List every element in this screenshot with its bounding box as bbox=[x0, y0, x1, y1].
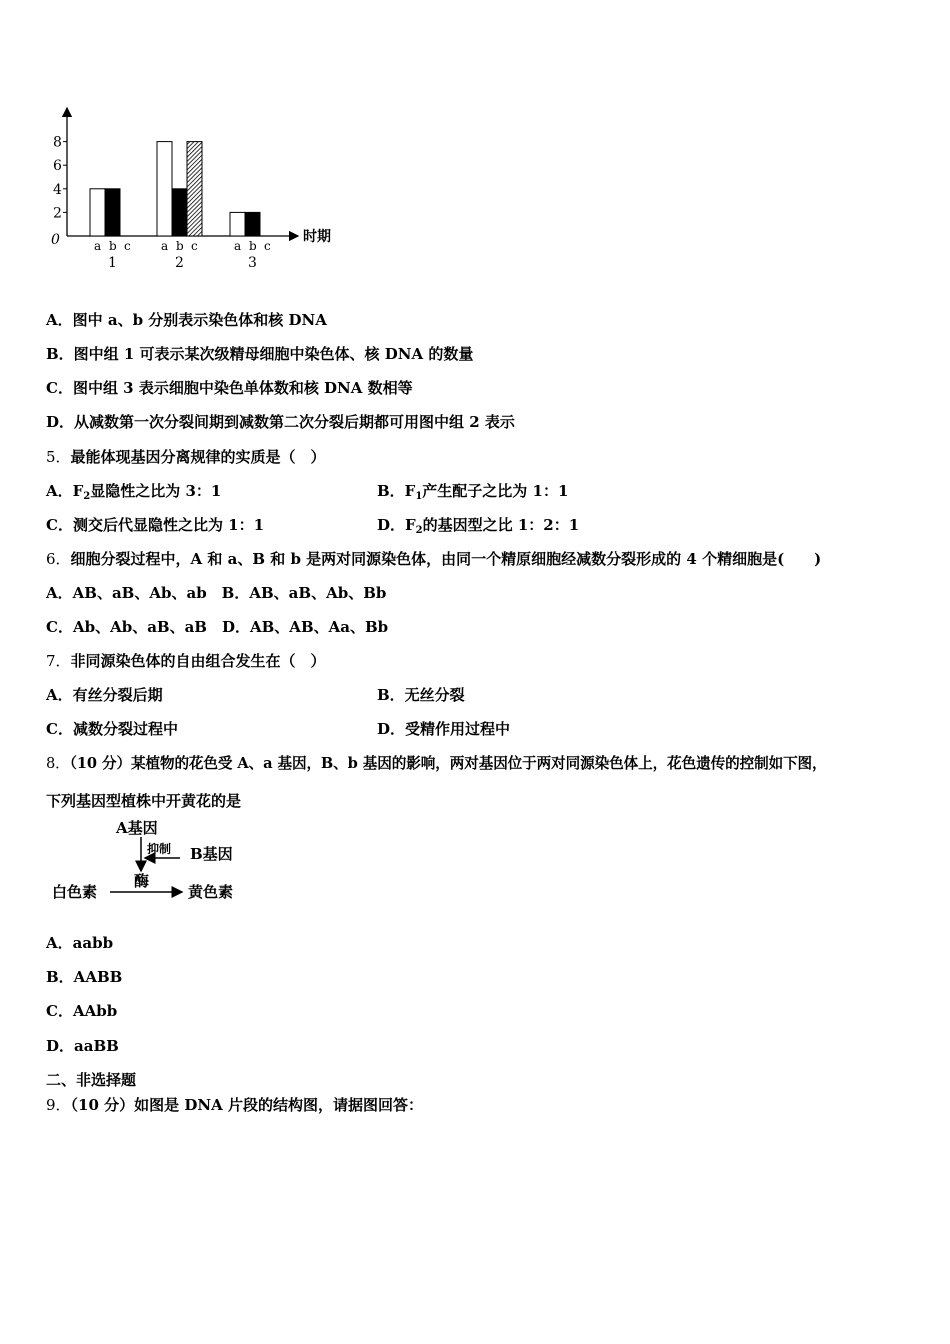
q8-stem-line2: 下列基因型植株中开黄花的是 bbox=[46, 792, 242, 810]
bar-group3-a bbox=[230, 212, 245, 236]
y-tick-label-2: 2 bbox=[53, 205, 62, 222]
gene-a-label: A基因 bbox=[116, 819, 158, 837]
bar-label-group3-a: a bbox=[234, 239, 242, 253]
q7-number: 7． bbox=[46, 652, 71, 670]
bar-label-group1-a: a bbox=[94, 239, 102, 253]
q7-option-b: B．无丝分裂 bbox=[377, 686, 465, 704]
bar-label-group1-c: c bbox=[124, 239, 131, 253]
bar-label-group3-b: b bbox=[249, 239, 257, 253]
bar-group1-a bbox=[90, 189, 105, 236]
q5-stem bbox=[46, 447, 326, 467]
q7-option-a: A．有丝分裂后期 bbox=[46, 686, 163, 704]
y-tick-label-4: 4 bbox=[53, 181, 62, 198]
q4-option-b: B．图中组 1 可表示某次级精母细胞中染色体、核 DNA 的数量 bbox=[46, 345, 474, 363]
chromosome-dna-bar-chart bbox=[40, 100, 360, 275]
q9-stem bbox=[46, 1095, 423, 1115]
q6-number: 6． bbox=[46, 550, 71, 568]
q8-number: 8． bbox=[46, 755, 70, 772]
group-label-3: 3 bbox=[248, 255, 257, 271]
x-axis-label: 时期 bbox=[303, 229, 331, 245]
q7-option-d: D．受精作用过程中 bbox=[377, 720, 511, 738]
q4-option-d: D．从减数第一次分裂间期到减数第二次分裂后期都可用图中组 2 表示 bbox=[46, 413, 515, 431]
bar-group3-b bbox=[245, 212, 260, 236]
q8-option-b: B．AABB bbox=[46, 968, 123, 986]
enzyme-label: 酶 bbox=[134, 872, 150, 890]
flower-color-pathway-diagram bbox=[46, 815, 266, 910]
bar-group2-a bbox=[157, 142, 172, 236]
bar-label-group3-c: c bbox=[264, 239, 271, 253]
q8-option-a: A．aabb bbox=[46, 934, 114, 952]
bar-label-group1-b: b bbox=[109, 239, 117, 253]
q5-text: 最能体现基因分离规律的实质是（ ） bbox=[70, 448, 326, 466]
q8-option-c: C．AAbb bbox=[46, 1002, 118, 1020]
bar-group1-b bbox=[105, 189, 120, 236]
bar-label-group2-b: b bbox=[176, 239, 184, 253]
q9-number: 9． bbox=[46, 1096, 71, 1114]
q4-option-a: A．图中 a、b 分别表示染色体和核 DNA bbox=[46, 311, 327, 329]
q8-text: （10 分）某植物的花色受 A、a 基因，B、b 基因的影响，两对基因位于两对同源染色体上，花色遗传的控制如下图， bbox=[69, 755, 827, 772]
q6-options-ab: A．AB、aB、Ab、ab B．AB、aB、Ab、Bb bbox=[46, 584, 387, 602]
yellow-pigment-label: 黄色素 bbox=[188, 883, 234, 901]
q8-stem-line1 bbox=[46, 754, 827, 774]
group-label-2: 2 bbox=[175, 255, 184, 271]
q5-number: 5． bbox=[46, 448, 71, 466]
bar-label-group2-a: a bbox=[161, 239, 169, 253]
white-pigment-label: 白色素 bbox=[52, 883, 98, 901]
q7-text: 非同源染色体的自由组合发生在（ ） bbox=[70, 652, 326, 670]
q6-stem bbox=[46, 549, 821, 569]
q9-text: （10 分）如图是 DNA 片段的结构图，请据图回答： bbox=[70, 1096, 423, 1114]
q7-stem bbox=[46, 651, 326, 671]
inhibit-label: 抑制 bbox=[147, 842, 172, 856]
gene-b-label: B基因 bbox=[190, 845, 233, 863]
bar-group2-b bbox=[172, 189, 187, 236]
bar-label-group2-c: c bbox=[191, 239, 198, 253]
y-tick-label-6: 6 bbox=[53, 158, 62, 175]
q4-option-c: C．图中组 3 表示细胞中染色单体数和核 DNA 数相等 bbox=[46, 379, 413, 397]
bar-group2-c bbox=[187, 142, 202, 236]
q6-options-cd: C．Ab、Ab、aB、aB D．AB、AB、Aa、Bb bbox=[46, 618, 389, 636]
y-tick-label-0: 0 bbox=[51, 232, 60, 248]
q8-option-d: D．aaBB bbox=[46, 1037, 119, 1055]
q5-option-d: D．$F_2$的基因型之比 1：2：1 bbox=[377, 516, 580, 536]
q5-option-c: C．测交后代显隐性之比为 1：1 bbox=[46, 516, 265, 534]
group-label-1: 1 bbox=[108, 255, 117, 271]
y-tick-label-8: 8 bbox=[53, 134, 62, 151]
q5-option-b: B．$F_1$产生配子之比为 1：1 bbox=[377, 482, 569, 502]
q6-text: 细胞分裂过程中，A 和 a、B 和 b 是两对同源染色体，由同一个精原细胞经减数分裂形成的 4 个精细胞是( ) bbox=[70, 550, 822, 568]
q5-option-a: A．$F_2$显隐性之比为 3：1 bbox=[46, 482, 222, 502]
q7-option-c: C．减数分裂过程中 bbox=[46, 720, 178, 738]
section-heading: 二、非选择题 bbox=[46, 1071, 137, 1089]
